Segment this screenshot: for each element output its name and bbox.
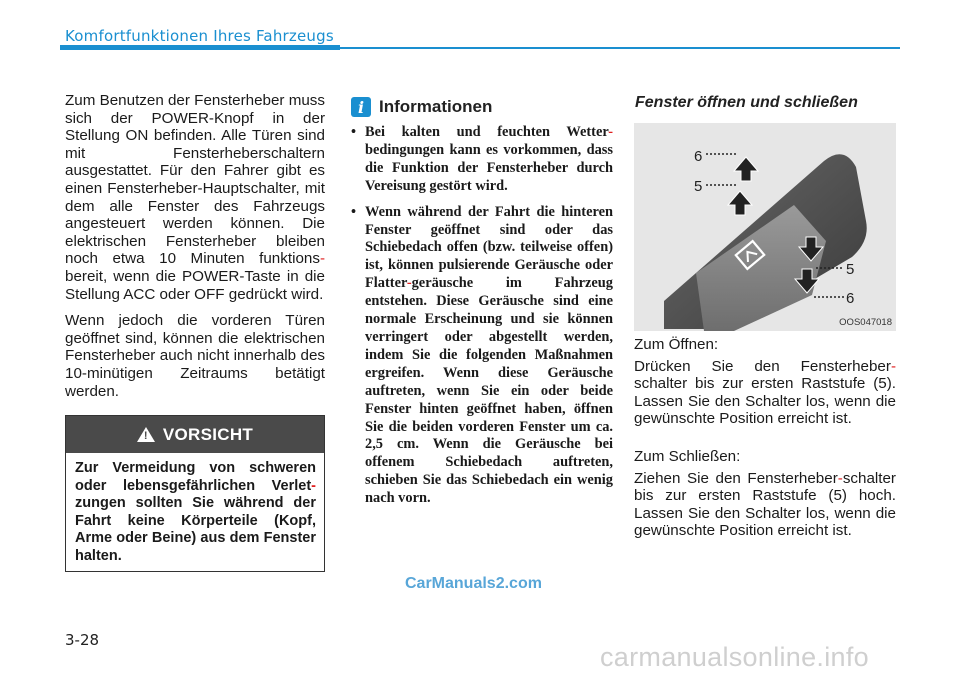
window-instructions — [634, 336, 896, 540]
hyphen-mark: - — [837, 469, 843, 487]
close-instructions — [634, 470, 896, 540]
info-item-2-text-b: geräusche im Fahrzeug entstehen. Diese Geräusche sind eine normale Erscheinung und sie können verringert oder abgestellt werden, indem Sie die folgenden Maßnahmen ergreifen. Wenn diese Geräusche auftreten, wenn Sie ein oder beide Fenster hinten geöffnet haben, öffnen Sie die beiden vorderen Fenster um ca. 2,5 cm. Wenn die Geräusche bei offenem Schiebedach auftreten, schieben Sie das Schiebedach ein wenig nach vorn. — [365, 275, 613, 507]
caution-text-a: Zur Vermeidung von schweren oder lebensgefährlichen Verlet — [75, 460, 316, 494]
figure-code: OOS047018 — [839, 317, 892, 328]
info-item-1-text-a: Bei kalten und feuchten Wetter — [365, 124, 609, 140]
label-5-top: 5 — [694, 178, 703, 195]
hyphen-mark: - — [890, 357, 896, 375]
info-icon: i — [351, 97, 371, 117]
bullet: • — [351, 203, 357, 220]
intro-paragraph-1-text: Zum Benutzen der Fensterheber muss sich der POWER-Knopf in der Stellung ON befinden. Alle Türen sind mit Fensterheberschaltern ausgestattet. Für den Fahrer gibt es einen Fensterheber-Hauptschalter, mit dem alle Fenster des Fahrzeugs angesteuert werden können. Die elektrischen Fensterheber bleiben noch etwa 10 Minuten funktions — [65, 92, 325, 268]
arrow-up-icon — [728, 157, 758, 215]
info-header — [351, 97, 492, 117]
caution-header — [66, 416, 324, 453]
close-text-a: Ziehen Sie den Fensterheber — [634, 469, 838, 487]
bullet: • — [351, 124, 357, 140]
window-section-heading: Fenster öffnen und schließen — [635, 94, 858, 111]
footer-watermark: carmanualsonline.info — [600, 642, 869, 672]
intro-paragraph-1 — [65, 92, 325, 303]
caution-text — [66, 453, 324, 566]
caution-box — [65, 415, 325, 572]
caution-title: VORSICHT — [162, 424, 254, 444]
close-text-b: schalter bis zur ersten Raststufe (5) hoch. Lassen Sie den Schalter los, wenn die gewünschte Position erreicht ist. — [634, 469, 896, 540]
header-rule-thick — [60, 45, 340, 50]
warning-triangle-glyph: ! — [143, 430, 148, 442]
carmanuals-watermark: CarManuals2.com — [405, 575, 542, 592]
open-text-b: schalter bis zur ersten Raststufe (5). Lassen Sie den Schalter los, wenn die gewünschte Position erreicht ist. — [634, 375, 896, 428]
info-title: Informationen — [379, 97, 493, 116]
open-text-a: Drücken Sie den Fensterheber — [634, 357, 891, 375]
hyphen-mark: - — [406, 275, 412, 292]
info-item-1 — [351, 124, 613, 196]
header-rule-thin — [340, 47, 900, 49]
close-title: Zum Schließen: — [634, 447, 741, 465]
info-list — [351, 124, 613, 516]
hyphen-mark: - — [311, 477, 316, 494]
intro-paragraph-1-continued: bereit, wenn die POWER-Taste in die Stellung ACC oder OFF gedrückt wird. — [65, 267, 325, 303]
window-switch-figure — [634, 123, 896, 331]
warning-triangle-icon — [137, 427, 155, 442]
info-item-2 — [351, 204, 613, 508]
intro-paragraph-2: Wenn jedoch die vorderen Türen geöffnet sind, können die elektrischen Fensterheber auch nicht innerhalb des 10-minütigen Zeitraums betätigt werden. — [65, 312, 325, 400]
open-instructions — [634, 358, 896, 428]
page-number: 3-28 — [65, 631, 100, 649]
hyphen-mark: - — [608, 124, 613, 140]
window-switch-illustration — [634, 123, 896, 331]
hyphen-mark: - — [319, 250, 325, 268]
label-5-bottom: 5 — [846, 261, 855, 278]
intro-text-column — [65, 92, 325, 409]
label-6-top: 6 — [694, 148, 703, 165]
info-item-1-text-b: bedingungen kann es vorkommen, dass die Funktion der Fensterheber durch Vereisung gestört wird. — [365, 141, 613, 194]
open-title: Zum Öffnen: — [634, 336, 719, 353]
section-title: Komfortfunktionen Ihres Fahrzeugs — [65, 27, 334, 45]
label-6-bottom: 6 — [846, 290, 855, 307]
spacer — [634, 428, 896, 448]
caution-text-b: zungen sollten Sie während der Fahrt keine Körperteile (Kopf, Arme oder Beine) aus dem Fenster halten. — [75, 495, 316, 564]
info-item-2-text-a: Wenn während der Fahrt die hinteren Fenster geöffnet sind oder das Schiebedach offen (bzw. teilweise offen) ist, können pulsierende Geräusche oder Flatter — [365, 203, 613, 292]
